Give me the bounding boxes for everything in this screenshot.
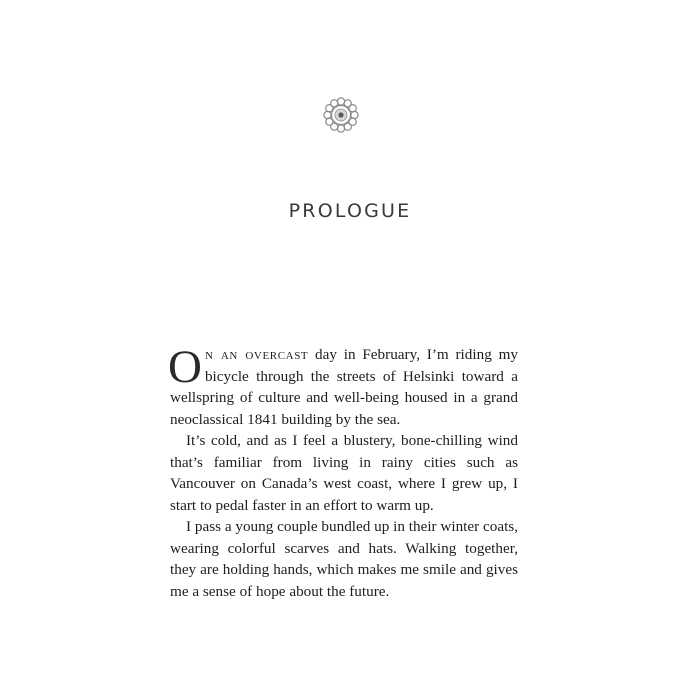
paragraph-first-rest: day in February, I’m riding my bicycle through the streets of Helsinki toward a wellspring of culture and well-being housed in a grand neoclassical 1841 building by the sea. xyxy=(170,346,518,428)
ornament-petal xyxy=(337,98,344,105)
ornament-petal xyxy=(351,111,358,118)
paragraph-third: I pass a young couple bundled up in their winter coats, wearing colorful scarves and hats. Walking together, they are holding hands, which makes me smile and gives me a sense of hope about the future. xyxy=(170,518,518,600)
drop-cap: O xyxy=(168,341,202,393)
paragraph-first xyxy=(168,341,518,430)
body-text xyxy=(168,341,518,602)
ornament-petal xyxy=(324,111,331,118)
rosette-ornament-icon xyxy=(322,96,360,134)
small-caps-lead: n an overcast xyxy=(204,346,309,363)
chapter-title: PROLOGUE xyxy=(288,200,412,222)
ornament-petal xyxy=(337,125,344,132)
paragraph-second: It’s cold, and as I feel a blustery, bone-chilling wind that’s familiar from living in rainy cities such as Vancouver on Canada’s west coast, where I grew up, I start to pedal faster in an effort to warm up. xyxy=(170,432,518,514)
